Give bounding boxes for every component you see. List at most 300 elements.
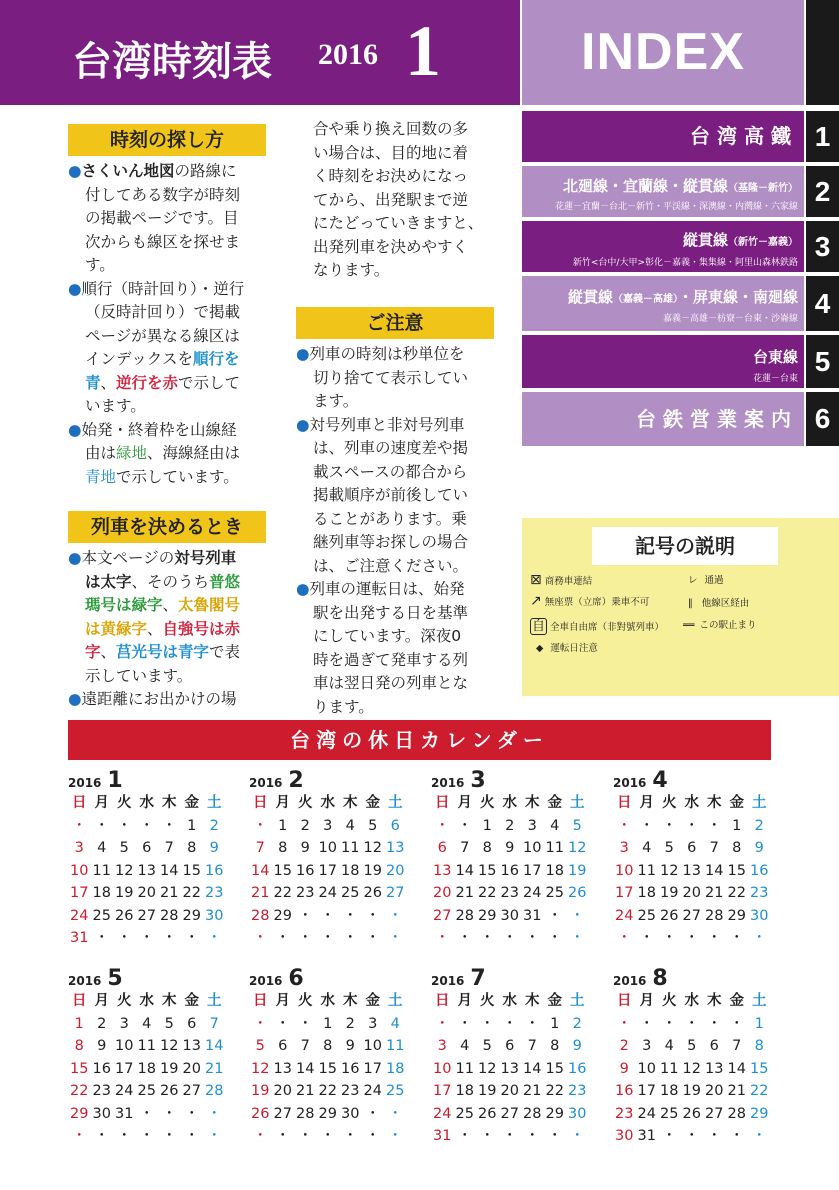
calendar-day: ・ bbox=[729, 930, 744, 946]
calendar-day: ・ bbox=[162, 1128, 177, 1144]
calendar-day: ・ bbox=[162, 817, 177, 834]
calendar-day: 22 bbox=[182, 885, 201, 901]
calendar-day: ・ bbox=[388, 930, 403, 946]
weekday-label: 木 bbox=[343, 795, 358, 811]
index-item-sub: 嘉義－高雄－枋寮－台東・沙崙線 bbox=[662, 314, 798, 324]
calendar-day: 15 bbox=[545, 1060, 564, 1077]
calendar-day: 5 bbox=[687, 1038, 697, 1054]
calendar-day: ・ bbox=[253, 930, 268, 946]
calendar-day: ・ bbox=[94, 930, 109, 946]
calendar-day: ・ bbox=[752, 1128, 767, 1144]
calendar-day: ・ bbox=[275, 1015, 290, 1032]
calendar-day: 7 bbox=[255, 840, 265, 856]
month-number: 4 bbox=[652, 768, 668, 793]
page-title: 台湾時刻表 bbox=[72, 39, 272, 85]
weekday-label: 火 bbox=[117, 795, 132, 811]
calendar-day: 27 bbox=[682, 907, 701, 924]
calendar-day: 13 bbox=[500, 1060, 519, 1077]
calendar-day: 18 bbox=[137, 1060, 156, 1077]
index-number-6: 6 bbox=[806, 392, 839, 446]
calendar-day: 24 bbox=[70, 907, 89, 924]
choose-text-continued: 合や乗り換え回数の多 い場合は、目的地に着 く時刻をお決めになっ てから、出発駅まで逆 にたどっていきますと、 出発列車を決めやすく なります。 bbox=[313, 120, 484, 279]
calendar-day: 24 bbox=[637, 1105, 656, 1122]
index-item-high-speed-rail[interactable] bbox=[522, 111, 804, 162]
calendar-day: ・ bbox=[298, 1128, 313, 1144]
calendar-day: 11 bbox=[455, 1060, 474, 1077]
calendar-day: 26 bbox=[363, 885, 382, 901]
calendar-day: 14 bbox=[205, 1038, 224, 1054]
calendar-day: ・ bbox=[662, 930, 677, 946]
weekday-label: 水 bbox=[502, 795, 517, 811]
calendar-day: 21 bbox=[205, 1060, 224, 1077]
calendar-day: 24 bbox=[523, 885, 542, 901]
calendar-day: 2 bbox=[209, 817, 219, 834]
calendar-day: 7 bbox=[164, 840, 174, 856]
weekday-label: 金 bbox=[547, 795, 562, 811]
calendar-day: 11 bbox=[637, 862, 656, 879]
calendar-day: ・ bbox=[298, 930, 313, 946]
calendar-day: ・ bbox=[435, 817, 450, 834]
calendar-day: 11 bbox=[92, 862, 111, 879]
calendar-day: 4 bbox=[460, 1038, 470, 1054]
calendar-banner: 台湾の休日カレンダー bbox=[68, 720, 771, 760]
weekday-label: 土 bbox=[570, 795, 585, 811]
index-item-label: 縦貫線 bbox=[682, 231, 728, 249]
calendar-day: 11 bbox=[660, 1060, 679, 1077]
calendar-day: 10 bbox=[523, 840, 542, 856]
calendar-day: 7 bbox=[209, 1015, 219, 1032]
weekday-label: 水 bbox=[139, 993, 154, 1009]
index-item-sub: 新竹<台中/大甲>彰化－嘉義・集集線・阿里山森林鉄路 bbox=[572, 258, 798, 268]
calendar-day: 27 bbox=[273, 1105, 292, 1122]
calendar-day: 21 bbox=[251, 885, 270, 901]
calendar-day: 10 bbox=[433, 1060, 452, 1077]
calendar-day: ・ bbox=[707, 1015, 722, 1032]
month-heading bbox=[613, 966, 773, 990]
calendar-day: 5 bbox=[572, 817, 582, 834]
calendar-day: 22 bbox=[478, 885, 497, 901]
calendar-day: 19 bbox=[115, 885, 134, 901]
calendar-day: 12 bbox=[363, 840, 382, 856]
calendar-day: 2 bbox=[572, 1015, 582, 1032]
calendar-day: ・ bbox=[320, 907, 335, 924]
calendar-day: 18 bbox=[545, 862, 564, 879]
calendar-day: ・ bbox=[480, 930, 495, 946]
weekday-label: 火 bbox=[298, 795, 313, 811]
calendar-day: 23 bbox=[568, 1083, 587, 1099]
calendar-day: 22 bbox=[273, 885, 292, 901]
month-5 bbox=[68, 966, 228, 1148]
legend-item-text: 運転日注意 bbox=[550, 643, 598, 654]
calendar-day: 5 bbox=[255, 1038, 265, 1054]
calendar-day: 15 bbox=[727, 862, 746, 879]
calendar-day: ・ bbox=[253, 1128, 268, 1144]
calendar-day: 16 bbox=[341, 1060, 360, 1077]
weekday-label: 金 bbox=[729, 993, 744, 1009]
calendar-day: 6 bbox=[437, 840, 447, 856]
calendar-day: 18 bbox=[455, 1083, 474, 1099]
calendar-day: 10 bbox=[318, 840, 337, 856]
calendar-day: 25 bbox=[660, 1105, 679, 1122]
weekday-label: 土 bbox=[207, 795, 222, 811]
weekday-label: 日 bbox=[435, 993, 450, 1009]
calendar-day: 19 bbox=[363, 862, 382, 879]
month-grid bbox=[613, 792, 773, 950]
calendar-day: 13 bbox=[705, 1060, 724, 1077]
calendar-day: ・ bbox=[480, 1015, 495, 1032]
calendar-day: 21 bbox=[455, 885, 474, 901]
calendar-day: 9 bbox=[209, 840, 219, 856]
calendar-day: ・ bbox=[343, 930, 358, 946]
calendar-day: 8 bbox=[550, 1038, 560, 1054]
weekday-label: 水 bbox=[684, 993, 699, 1009]
calendar-day: 31 bbox=[433, 1128, 452, 1144]
calendar-day: ・ bbox=[684, 1015, 699, 1032]
calendar-day: 7 bbox=[460, 840, 470, 856]
weekday-label: 火 bbox=[480, 993, 495, 1009]
calendar-day: 8 bbox=[74, 1038, 84, 1054]
calendar-day: ・ bbox=[547, 907, 562, 924]
calendar-day: 8 bbox=[732, 840, 742, 856]
month-6 bbox=[249, 966, 409, 1148]
month-number: 7 bbox=[470, 966, 486, 991]
month-number: 5 bbox=[107, 966, 123, 991]
calendar-day: 11 bbox=[545, 840, 564, 856]
calendar-day: 23 bbox=[615, 1105, 634, 1122]
calendar-day: 28 bbox=[705, 907, 724, 924]
legend-item-other-line bbox=[688, 595, 749, 609]
index-item-north-lines[interactable] bbox=[522, 166, 804, 217]
calendar-day: 10 bbox=[115, 1038, 134, 1054]
calendar-day: ・ bbox=[72, 817, 87, 834]
calendar-day: 27 bbox=[137, 907, 156, 924]
calendar-day: ・ bbox=[253, 1015, 268, 1032]
calendar-day: ・ bbox=[139, 1128, 154, 1144]
choose-text: ●本文ページの対号列車 は太字、そのうち普悠 瑪号は緑字、太魯閣号 は黄緑字、自強号は赤 字、莒光号は青字で表 示しています。 ●遠距離にお出かけの場 bbox=[68, 549, 241, 708]
calendar-day: 11 bbox=[386, 1038, 405, 1054]
weekday-label: 土 bbox=[752, 993, 767, 1009]
calendar-day: 30 bbox=[568, 1105, 587, 1122]
calendar-day: ・ bbox=[502, 1015, 517, 1032]
calendar-day: ・ bbox=[365, 1105, 380, 1122]
calendar-day: 21 bbox=[296, 1083, 315, 1099]
notice-text: ●列車の時刻は秒単位を 切り捨てて表示してい ます。 ●対号列車と非対号列車 は、列車の速度差や掲 載スペースの都合から 掲載順序が前後してい ることがあります。乗 継列車等お探しの場合 は、ご注意ください。 ●列車の運転日は、始発 駅を出発する日を基準 にしています。深夜0 時を過ぎて発車する列 車は翌日発の列車とな ります。 bbox=[296, 345, 469, 716]
calendar-day: 19 bbox=[251, 1083, 270, 1099]
calendar-day: 18 bbox=[637, 885, 656, 901]
calendar-day: 3 bbox=[368, 1015, 378, 1032]
weekday-label: 木 bbox=[162, 993, 177, 1009]
calendar-day: ・ bbox=[457, 930, 472, 946]
calendar-day: 21 bbox=[727, 1083, 746, 1099]
weekday-label: 月 bbox=[457, 795, 472, 811]
calendar-day: 22 bbox=[545, 1083, 564, 1099]
calendar-day: 28 bbox=[727, 1105, 746, 1122]
calendar-day: 26 bbox=[251, 1105, 270, 1122]
calendar-day: ・ bbox=[525, 1015, 540, 1032]
calendar-day: 4 bbox=[345, 817, 355, 834]
header-year: 2016 bbox=[318, 38, 378, 71]
calendar-day: 16 bbox=[750, 862, 769, 879]
weekday-label: 水 bbox=[320, 795, 335, 811]
calendar-day: ・ bbox=[365, 907, 380, 924]
calendar-day: ・ bbox=[480, 1128, 495, 1144]
calendar-day: 12 bbox=[160, 1038, 179, 1054]
weekday-label: 日 bbox=[72, 795, 87, 811]
weekday-label: 木 bbox=[707, 795, 722, 811]
business-car-icon: ⊠ bbox=[530, 572, 542, 588]
calendar-day: ・ bbox=[547, 1128, 562, 1144]
calendar-day: ・ bbox=[388, 1105, 403, 1122]
weekday-label: 火 bbox=[298, 993, 313, 1009]
weekday-label: 金 bbox=[365, 795, 380, 811]
legend-item-text: 全車自由席（非對號列車） bbox=[550, 622, 665, 633]
weekday-label: 金 bbox=[547, 993, 562, 1009]
calendar-day: ・ bbox=[117, 930, 132, 946]
calendar-day: ・ bbox=[184, 1128, 199, 1144]
calendar-day: ・ bbox=[662, 817, 677, 834]
weekday-label: 土 bbox=[388, 795, 403, 811]
unreserved-icon: 自 bbox=[532, 619, 546, 634]
calendar-day: 29 bbox=[478, 907, 497, 924]
calendar-day: 23 bbox=[341, 1083, 360, 1099]
calendar-day: 12 bbox=[660, 862, 679, 879]
calendar-day: 31 bbox=[637, 1128, 656, 1144]
calendar-day: ・ bbox=[184, 1105, 199, 1122]
index-item-sub: 花蓮－台東 bbox=[752, 374, 798, 384]
calendar-day: 15 bbox=[478, 862, 497, 879]
month-number: 3 bbox=[470, 768, 486, 793]
index-item-zongguan-north[interactable] bbox=[522, 221, 804, 272]
calendar-day: 20 bbox=[682, 885, 701, 901]
calendar-day: 15 bbox=[273, 862, 292, 879]
calendar-day: 26 bbox=[660, 907, 679, 924]
calendar-day: 19 bbox=[660, 885, 679, 901]
calendar-day: ・ bbox=[617, 930, 632, 946]
calendar-day: ・ bbox=[139, 817, 154, 834]
calendar-day: 5 bbox=[482, 1038, 492, 1054]
calendar-day: 19 bbox=[160, 1060, 179, 1077]
calendar-day: 8 bbox=[482, 840, 492, 856]
calendar-day: 28 bbox=[296, 1105, 315, 1122]
calendar-day: ・ bbox=[435, 930, 450, 946]
calendar-day: ・ bbox=[707, 817, 722, 834]
weekday-label: 日 bbox=[435, 795, 450, 811]
calendar-day: 17 bbox=[363, 1060, 382, 1077]
calendar-day: 3 bbox=[437, 1038, 447, 1054]
calendar-day: 13 bbox=[182, 1038, 201, 1054]
calendar-day: 17 bbox=[318, 862, 337, 879]
month-grid bbox=[68, 990, 228, 1148]
calendar-day: 26 bbox=[115, 907, 134, 924]
calendar-day: 25 bbox=[545, 885, 564, 901]
calendar-day: 14 bbox=[727, 1060, 746, 1077]
calendar-day: 27 bbox=[182, 1083, 201, 1099]
calendar-day: ・ bbox=[162, 930, 177, 946]
issue-number: 1 bbox=[405, 11, 441, 91]
calendar-day: 16 bbox=[296, 862, 315, 879]
calendar-day: 18 bbox=[92, 885, 111, 901]
calendar-day: ・ bbox=[298, 907, 313, 924]
calendar-day: 2 bbox=[345, 1015, 355, 1032]
calendar-day: ・ bbox=[139, 930, 154, 946]
calendar-day: 4 bbox=[390, 1015, 400, 1032]
calendar-day: 3 bbox=[619, 840, 629, 856]
weekday-label: 水 bbox=[502, 993, 517, 1009]
calendar-day: 29 bbox=[318, 1105, 337, 1122]
calendar-day: 24 bbox=[318, 885, 337, 901]
section-heading-choose: 列車を決めるとき bbox=[68, 511, 266, 543]
calendar-day: 6 bbox=[187, 1015, 197, 1032]
calendar-day: 13 bbox=[682, 862, 701, 879]
calendar-day: ・ bbox=[94, 817, 109, 834]
weekday-label: 日 bbox=[253, 795, 268, 811]
calendar-day: 14 bbox=[160, 862, 179, 879]
calendar-day: ・ bbox=[253, 817, 268, 834]
calendar-day: 7 bbox=[709, 840, 719, 856]
month-grid bbox=[431, 990, 591, 1148]
calendar-day: ・ bbox=[435, 1015, 450, 1032]
calendar-day: 14 bbox=[251, 862, 270, 879]
calendar-day: ・ bbox=[298, 1015, 313, 1032]
calendar-day: 21 bbox=[705, 885, 724, 901]
calendar-day: 12 bbox=[478, 1060, 497, 1077]
index-item-label-2: ・屏東線・南廻線 bbox=[677, 288, 798, 306]
terminates-icon: ══ bbox=[683, 620, 695, 631]
calendar-day: 6 bbox=[390, 817, 400, 834]
calendar-day: ・ bbox=[752, 930, 767, 946]
calendar-day: 5 bbox=[368, 817, 378, 834]
weekday-label: 金 bbox=[729, 795, 744, 811]
calendar-day: ・ bbox=[729, 1015, 744, 1032]
calendar-day: 18 bbox=[660, 1083, 679, 1099]
calendar-day: 14 bbox=[455, 862, 474, 879]
calendar-day: 17 bbox=[70, 885, 89, 901]
weekday-label: 火 bbox=[480, 795, 495, 811]
calendar-day: 23 bbox=[750, 885, 769, 901]
calendar-day: 24 bbox=[615, 907, 634, 924]
calendar-day: 23 bbox=[205, 885, 224, 901]
calendar-day: 1 bbox=[187, 817, 197, 834]
calendar-day: ・ bbox=[707, 930, 722, 946]
calendar-day: 4 bbox=[97, 840, 107, 856]
calendar-day: 1 bbox=[323, 1015, 333, 1032]
calendar-day: 3 bbox=[527, 817, 537, 834]
month-heading bbox=[613, 768, 773, 792]
calendar-day: 3 bbox=[323, 817, 333, 834]
calendar-day: 30 bbox=[750, 907, 769, 924]
month-7 bbox=[431, 966, 591, 1148]
calendar-day: 20 bbox=[500, 1083, 519, 1099]
month-4 bbox=[613, 768, 773, 950]
calendar-day: 20 bbox=[705, 1083, 724, 1099]
calendar-day: 14 bbox=[705, 862, 724, 879]
calendar-day: ・ bbox=[457, 1128, 472, 1144]
calendar-day: 29 bbox=[727, 907, 746, 924]
calendar-day: 21 bbox=[523, 1083, 542, 1099]
calendar-day: 30 bbox=[205, 907, 224, 924]
weekday-label: 木 bbox=[525, 795, 540, 811]
weekday-label: 水 bbox=[684, 795, 699, 811]
header-banner bbox=[0, 0, 520, 105]
calendar-day: 9 bbox=[754, 840, 764, 856]
calendar-day: 2 bbox=[505, 817, 515, 834]
calendar-day: ・ bbox=[662, 1015, 677, 1032]
calendar-day: 9 bbox=[345, 1038, 355, 1054]
weekday-label: 火 bbox=[662, 993, 677, 1009]
month-year: 2016 bbox=[613, 974, 647, 988]
calendar-day: 8 bbox=[187, 840, 197, 856]
calendar-day: 28 bbox=[205, 1083, 224, 1099]
no-standing-icon: ↗ bbox=[530, 593, 542, 609]
month-year: 2016 bbox=[249, 974, 283, 988]
howto-text: ●さくいん地図の路線に 付してある数字が時刻 の掲載ページです。目 次からも線区を探せま す。 ●順行（時計回り）・逆行 （反時計回り）で掲載 ページが異なる線区は インデックスを順行を 青、逆行を赤で示して います。 ●始発・終着枠を山線経 由は緑地、海線経由は 青地で示しています。 bbox=[68, 162, 245, 486]
calendar-day: 12 bbox=[568, 840, 587, 856]
calendar-day: 17 bbox=[115, 1060, 134, 1077]
calendar-day: ・ bbox=[207, 930, 222, 946]
calendar-day: ・ bbox=[320, 1128, 335, 1144]
calendar-day: 5 bbox=[664, 840, 674, 856]
legend-item-text: 無座票（立席）乗車不可 bbox=[544, 597, 650, 608]
calendar-day: 2 bbox=[97, 1015, 107, 1032]
calendar-day: ・ bbox=[94, 1128, 109, 1144]
index-item-zongguan-south[interactable] bbox=[522, 276, 804, 331]
calendar-day: 3 bbox=[119, 1015, 129, 1032]
calendar-day: 24 bbox=[363, 1083, 382, 1099]
calendar-day: 23 bbox=[500, 885, 519, 901]
calendar-day: 4 bbox=[642, 840, 652, 856]
calendar-day: 2 bbox=[754, 817, 764, 834]
calendar-day: 11 bbox=[341, 840, 360, 856]
weekday-label: 土 bbox=[570, 993, 585, 1009]
calendar-day: 20 bbox=[433, 885, 452, 901]
weekday-label: 日 bbox=[253, 993, 268, 1009]
calendar-day: ・ bbox=[139, 1105, 154, 1122]
month-number: 8 bbox=[652, 966, 668, 991]
calendar-day: ・ bbox=[639, 1015, 654, 1032]
month-grid bbox=[613, 990, 773, 1148]
calendar-day: 20 bbox=[182, 1060, 201, 1077]
weekday-label: 土 bbox=[388, 993, 403, 1009]
month-year: 2016 bbox=[68, 776, 102, 790]
calendar-day: 30 bbox=[500, 907, 519, 924]
month-grid bbox=[431, 792, 591, 950]
weekday-label: 木 bbox=[707, 993, 722, 1009]
month-1 bbox=[68, 768, 228, 950]
index-item-taitung-line[interactable] bbox=[522, 335, 804, 388]
index-item-tra-info[interactable] bbox=[522, 392, 804, 446]
calendar-day: 25 bbox=[341, 885, 360, 901]
calendar-day: 10 bbox=[363, 1038, 382, 1054]
calendar-day: 25 bbox=[92, 907, 111, 924]
month-number: 1 bbox=[107, 768, 123, 793]
calendar-day: ・ bbox=[117, 817, 132, 834]
calendar-day: 22 bbox=[70, 1083, 89, 1099]
calendar-day: 28 bbox=[455, 907, 474, 924]
month-3 bbox=[431, 768, 591, 950]
calendar-day: 16 bbox=[615, 1083, 634, 1099]
weekday-label: 土 bbox=[752, 795, 767, 811]
calendar-day: 24 bbox=[115, 1083, 134, 1099]
calendar-day: 8 bbox=[278, 840, 288, 856]
index-heading: INDEX bbox=[522, 0, 804, 105]
calendar-day: 20 bbox=[386, 862, 405, 879]
calendar-day: 31 bbox=[70, 930, 89, 946]
weekday-label: 木 bbox=[525, 993, 540, 1009]
calendar-day: ・ bbox=[729, 1128, 744, 1144]
calendar-day: ・ bbox=[275, 1128, 290, 1144]
calendar-day: 5 bbox=[164, 1015, 174, 1032]
calendar-day: 3 bbox=[642, 1038, 652, 1054]
